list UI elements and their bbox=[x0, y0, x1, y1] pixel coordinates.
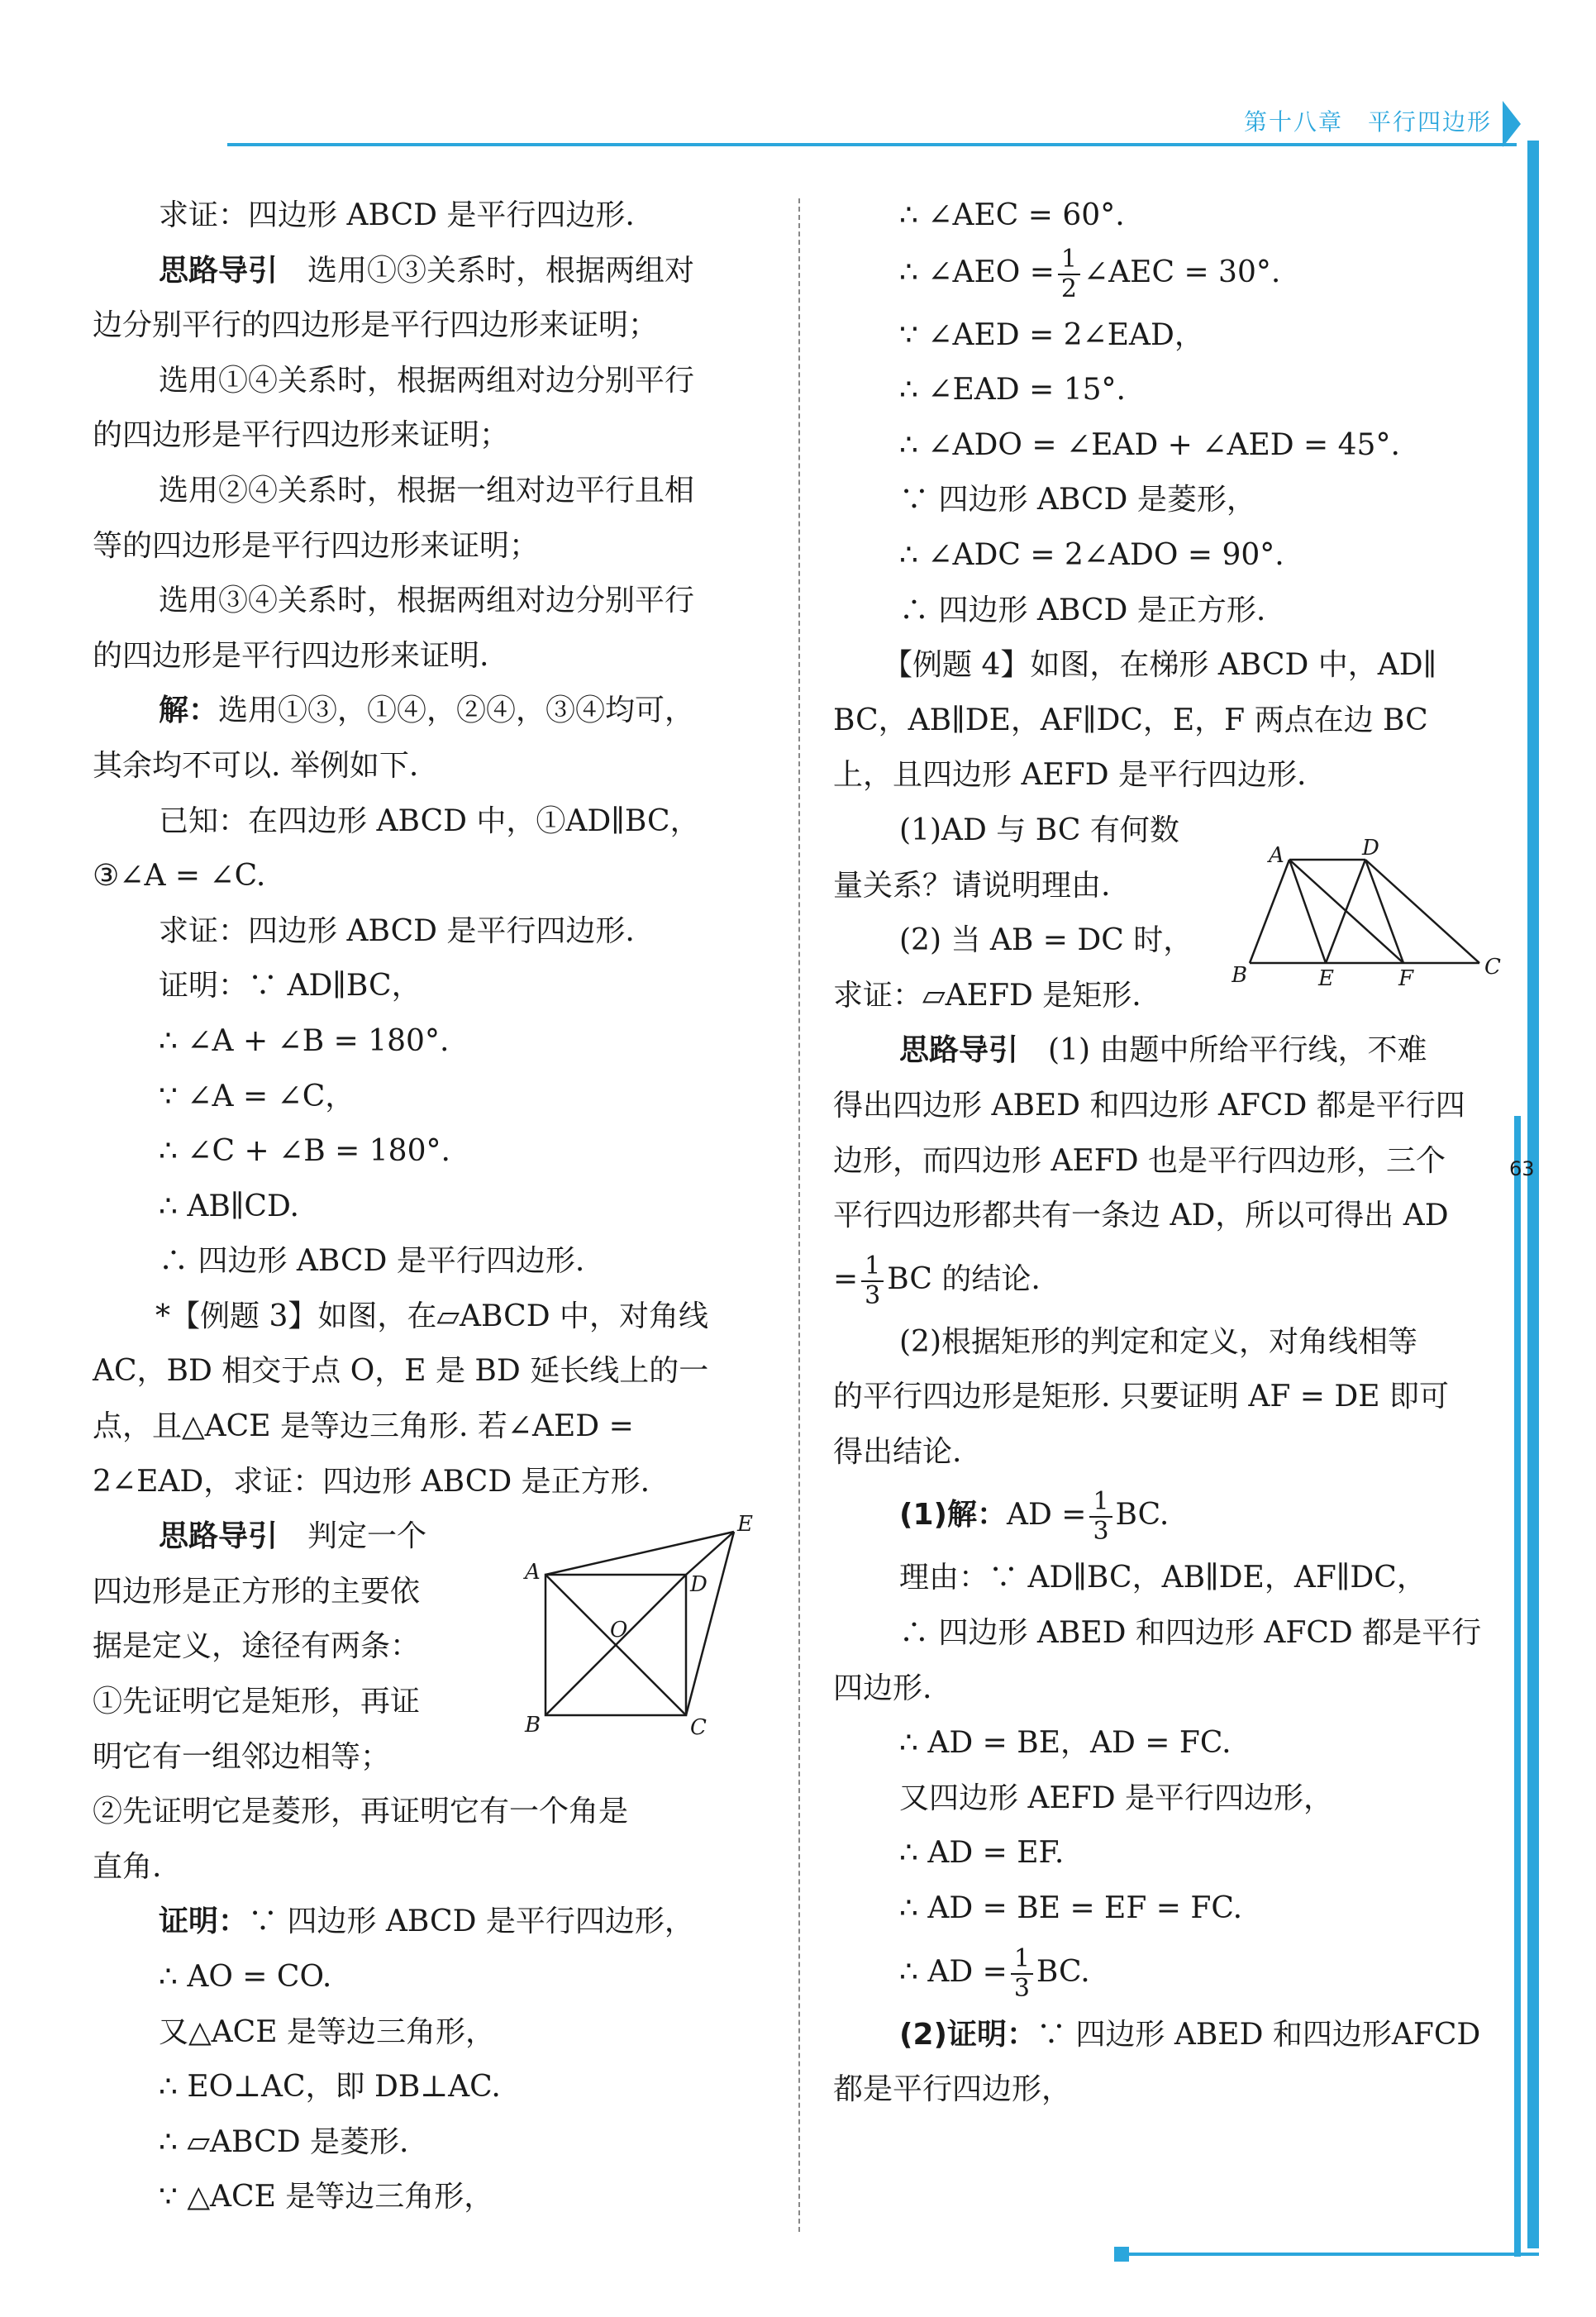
text-line: 理由：∵ AD∥BC，AB∥DE，AF∥DC， bbox=[899, 1561, 1427, 1595]
fraction: $\frac{1}{3}$ bbox=[1011, 1945, 1033, 2003]
text-line: (2)根据矩形的判定和定义，对角线相等 bbox=[899, 1324, 1417, 1359]
solution-label: 解： bbox=[159, 694, 219, 728]
text-line: ∴ ∠AEC = 60°. bbox=[899, 198, 1125, 232]
text-line: 选用①④关系时，根据两组对边分别平行 bbox=[159, 363, 695, 398]
text-line: 又四边形 AEFD 是平行四边形， bbox=[899, 1781, 1334, 1815]
text-line: 的平行四边形是矩形. 只要证明 AF = DE 即可 bbox=[833, 1380, 1449, 1414]
hint-label: 思路导引 bbox=[159, 1519, 279, 1554]
page-number: 63 bbox=[1509, 1157, 1535, 1180]
label-a: A bbox=[525, 1560, 541, 1585]
text-line: 2∠EAD，求证：四边形 ABCD 是正方形. bbox=[93, 1464, 650, 1499]
text-line: 选用②④关系时，根据一组对边平行且相 bbox=[159, 473, 695, 508]
label-d: D bbox=[690, 1572, 707, 1597]
label-o: O bbox=[610, 1618, 628, 1642]
side-margin-bar bbox=[1527, 141, 1539, 2248]
footer-square-icon bbox=[1114, 2247, 1129, 2262]
text-line: 求证：四边形 ABCD 是平行四边形. bbox=[159, 913, 635, 948]
text-line: (2) 当 AB = DC 时， bbox=[899, 923, 1193, 958]
text-line: 思路导引 判定一个 bbox=[159, 1519, 427, 1554]
text-line: 又△ACE 是等边三角形， bbox=[159, 2014, 495, 2049]
text-line: 证明：∵ AD∥BC， bbox=[159, 969, 422, 1004]
solution-label: (1)解： bbox=[899, 1498, 1007, 1533]
text-line: ∴ ▱ABCD 是菱形. bbox=[159, 2124, 409, 2159]
text-line: ∵ △ACE 是等边三角形， bbox=[159, 2180, 494, 2214]
text-line: ∴ ∠AEO = $\frac{1}{2}$ ∠AEC = 30°. bbox=[899, 244, 1281, 303]
text-line: ∵ 四边形 ABCD 是菱形， bbox=[899, 483, 1256, 517]
text-line: 求证：四边形 ABCD 是平行四边形. bbox=[159, 198, 635, 232]
text-line: ∴ AD = $\frac{1}{3}$ BC. bbox=[899, 1943, 1090, 2003]
text-line: (2)证明：∵ 四边形 ABED 和四边形AFCD bbox=[899, 2017, 1481, 2052]
text-line: ∴ AD = EF. bbox=[899, 1836, 1065, 1871]
text-line: ③∠A = ∠C. bbox=[93, 859, 266, 894]
text-line: 量关系？请说明理由. bbox=[833, 868, 1111, 903]
label-d: D bbox=[1362, 836, 1379, 861]
text-line: 四边形是正方形的主要依 bbox=[93, 1574, 421, 1609]
text-line: = $\frac{1}{3}$ BC 的结论. bbox=[833, 1251, 1041, 1310]
text-line: 求证：▱AEFD 是矩形. bbox=[833, 978, 1141, 1013]
chapter-title: 第十八章 平行四边形 bbox=[1244, 108, 1493, 136]
text-line: ∵ ∠AED = 2∠EAD， bbox=[899, 317, 1204, 352]
text-line: 平行四边形都共有一条边 AD，所以可得出 AD bbox=[833, 1199, 1449, 1233]
text-line: ∴ AO = CO. bbox=[159, 1960, 332, 1994]
proof-label: (2)证明： bbox=[899, 2017, 1036, 2052]
text-line: 证明：∵ 四边形 ABCD 是平行四边形， bbox=[159, 1905, 694, 1939]
header-arrow-icon bbox=[1503, 101, 1521, 147]
text-line: 点，且△ACE 是等边三角形. 若∠AED = bbox=[93, 1409, 634, 1444]
text-line: AC，BD 相交于点 O，E 是 BD 延长线上的一 bbox=[93, 1354, 709, 1389]
figure-trapezoid-abcd bbox=[1232, 835, 1513, 1004]
text-line: ②先证明它是菱形，再证明它有一个角是 bbox=[93, 1795, 629, 1829]
text-line: ∴ 四边形 ABED 和四边形 AFCD 都是平行 bbox=[899, 1616, 1482, 1651]
side-margin-bar-inner bbox=[1514, 1116, 1521, 2257]
example-4-title: 【例题 4】如图，在梯形 ABCD 中，AD∥ bbox=[883, 648, 1437, 683]
text-line: ∵ ∠A = ∠C， bbox=[159, 1079, 355, 1113]
label-a: A bbox=[1269, 843, 1284, 868]
text-line: BC，AB∥DE，AF∥DC，E，F 两点在边 BC bbox=[833, 703, 1428, 737]
text-line: 选用③④关系时，根据两组对边分别平行 bbox=[159, 584, 695, 618]
hint-label: 思路导引 bbox=[159, 253, 279, 288]
column-divider bbox=[798, 198, 800, 2232]
text-line: ∴ AB∥CD. bbox=[159, 1189, 299, 1223]
right-column bbox=[833, 188, 1504, 2118]
text-line: ∴ 四边形 ABCD 是正方形. bbox=[899, 593, 1266, 627]
text-line: 的四边形是平行四边形来证明； bbox=[93, 418, 510, 453]
text-line: (1)解：AD = $\frac{1}{3}$ BC. bbox=[899, 1487, 1170, 1547]
text-line: 得出四边形 ABED 和四边形 AFCD 都是平行四 bbox=[833, 1088, 1465, 1123]
footer-rule bbox=[1120, 2253, 1539, 2256]
text-line: ∴ AD = BE = EF = FC. bbox=[899, 1891, 1243, 1926]
text-line: ∴ ∠C + ∠B = 180°. bbox=[159, 1134, 450, 1169]
label-e: E bbox=[1318, 966, 1334, 991]
text-line: 上，且四边形 AEFD 是平行四边形. bbox=[833, 758, 1307, 793]
text-line: ∴ ∠EAD = 15°. bbox=[899, 373, 1126, 408]
text-line: 明它有一组邻边相等； bbox=[93, 1739, 391, 1774]
label-c: C bbox=[1484, 955, 1501, 980]
text-line: 都是平行四边形， bbox=[833, 2072, 1072, 2107]
fraction: $\frac{1}{2}$ bbox=[1058, 246, 1080, 303]
header-rule bbox=[227, 143, 1517, 146]
text-line: 思路导引 (1) 由题中所给平行线，不难 bbox=[899, 1033, 1427, 1068]
text-line: 已知：在四边形 ABCD 中，①AD∥BC， bbox=[159, 803, 700, 838]
text-line: 直角. bbox=[93, 1849, 162, 1884]
text-line: ∴ ∠A + ∠B = 180°. bbox=[159, 1023, 450, 1058]
label-e: E bbox=[737, 1513, 753, 1537]
figure-square-abcd bbox=[521, 1513, 769, 1756]
label-f: F bbox=[1398, 966, 1414, 991]
label-b: B bbox=[1232, 963, 1248, 988]
text-line: 边形，而四边形 AEFD 也是平行四边形，三个 bbox=[833, 1143, 1446, 1178]
text-line: 其余均不可以. 举例如下. bbox=[93, 748, 419, 783]
example-3-title: *【例题 3】如图，在▱ABCD 中，对角线 bbox=[155, 1299, 709, 1333]
text-line: ∴ ∠ADO = ∠EAD + ∠AED = 45°. bbox=[899, 427, 1400, 462]
text-line: 得出结论. bbox=[833, 1434, 962, 1469]
text-line: ∴ ∠ADC = 2∠ADO = 90°. bbox=[899, 537, 1284, 572]
label-c: C bbox=[690, 1715, 707, 1740]
text-line: ∴ AD = BE，AD = FC. bbox=[899, 1726, 1232, 1761]
text-line: 的四边形是平行四边形来证明. bbox=[93, 638, 489, 673]
text-line: 边分别平行的四边形是平行四边形来证明； bbox=[93, 308, 659, 343]
fraction: $\frac{1}{3}$ bbox=[1089, 1488, 1112, 1546]
text-line: ①先证明它是矩形，再证 bbox=[93, 1685, 421, 1719]
fraction: $\frac{1}{3}$ bbox=[861, 1252, 884, 1310]
hint-label: 思路导引 bbox=[899, 1033, 1019, 1068]
text-line: 解：选用①③，①④，②④，③④均可， bbox=[159, 694, 695, 728]
left-column bbox=[93, 188, 754, 2225]
text-line: ∴ EO⊥AC，即 DB⊥AC. bbox=[159, 2070, 501, 2105]
text-line: ∴ 四边形 ABCD 是平行四边形. bbox=[159, 1244, 585, 1279]
label-b: B bbox=[525, 1713, 541, 1738]
text-line: 思路导引 选用①③关系时，根据两组对 bbox=[159, 253, 695, 288]
text-line: 据是定义，途径有两条： bbox=[93, 1629, 421, 1664]
proof-label: 证明： bbox=[159, 1905, 249, 1939]
text-line: 等的四边形是平行四边形来证明； bbox=[93, 528, 540, 563]
text-line: 四边形. bbox=[833, 1671, 932, 1705]
text-line: (1)AD 与 BC 有何数 bbox=[899, 813, 1179, 847]
